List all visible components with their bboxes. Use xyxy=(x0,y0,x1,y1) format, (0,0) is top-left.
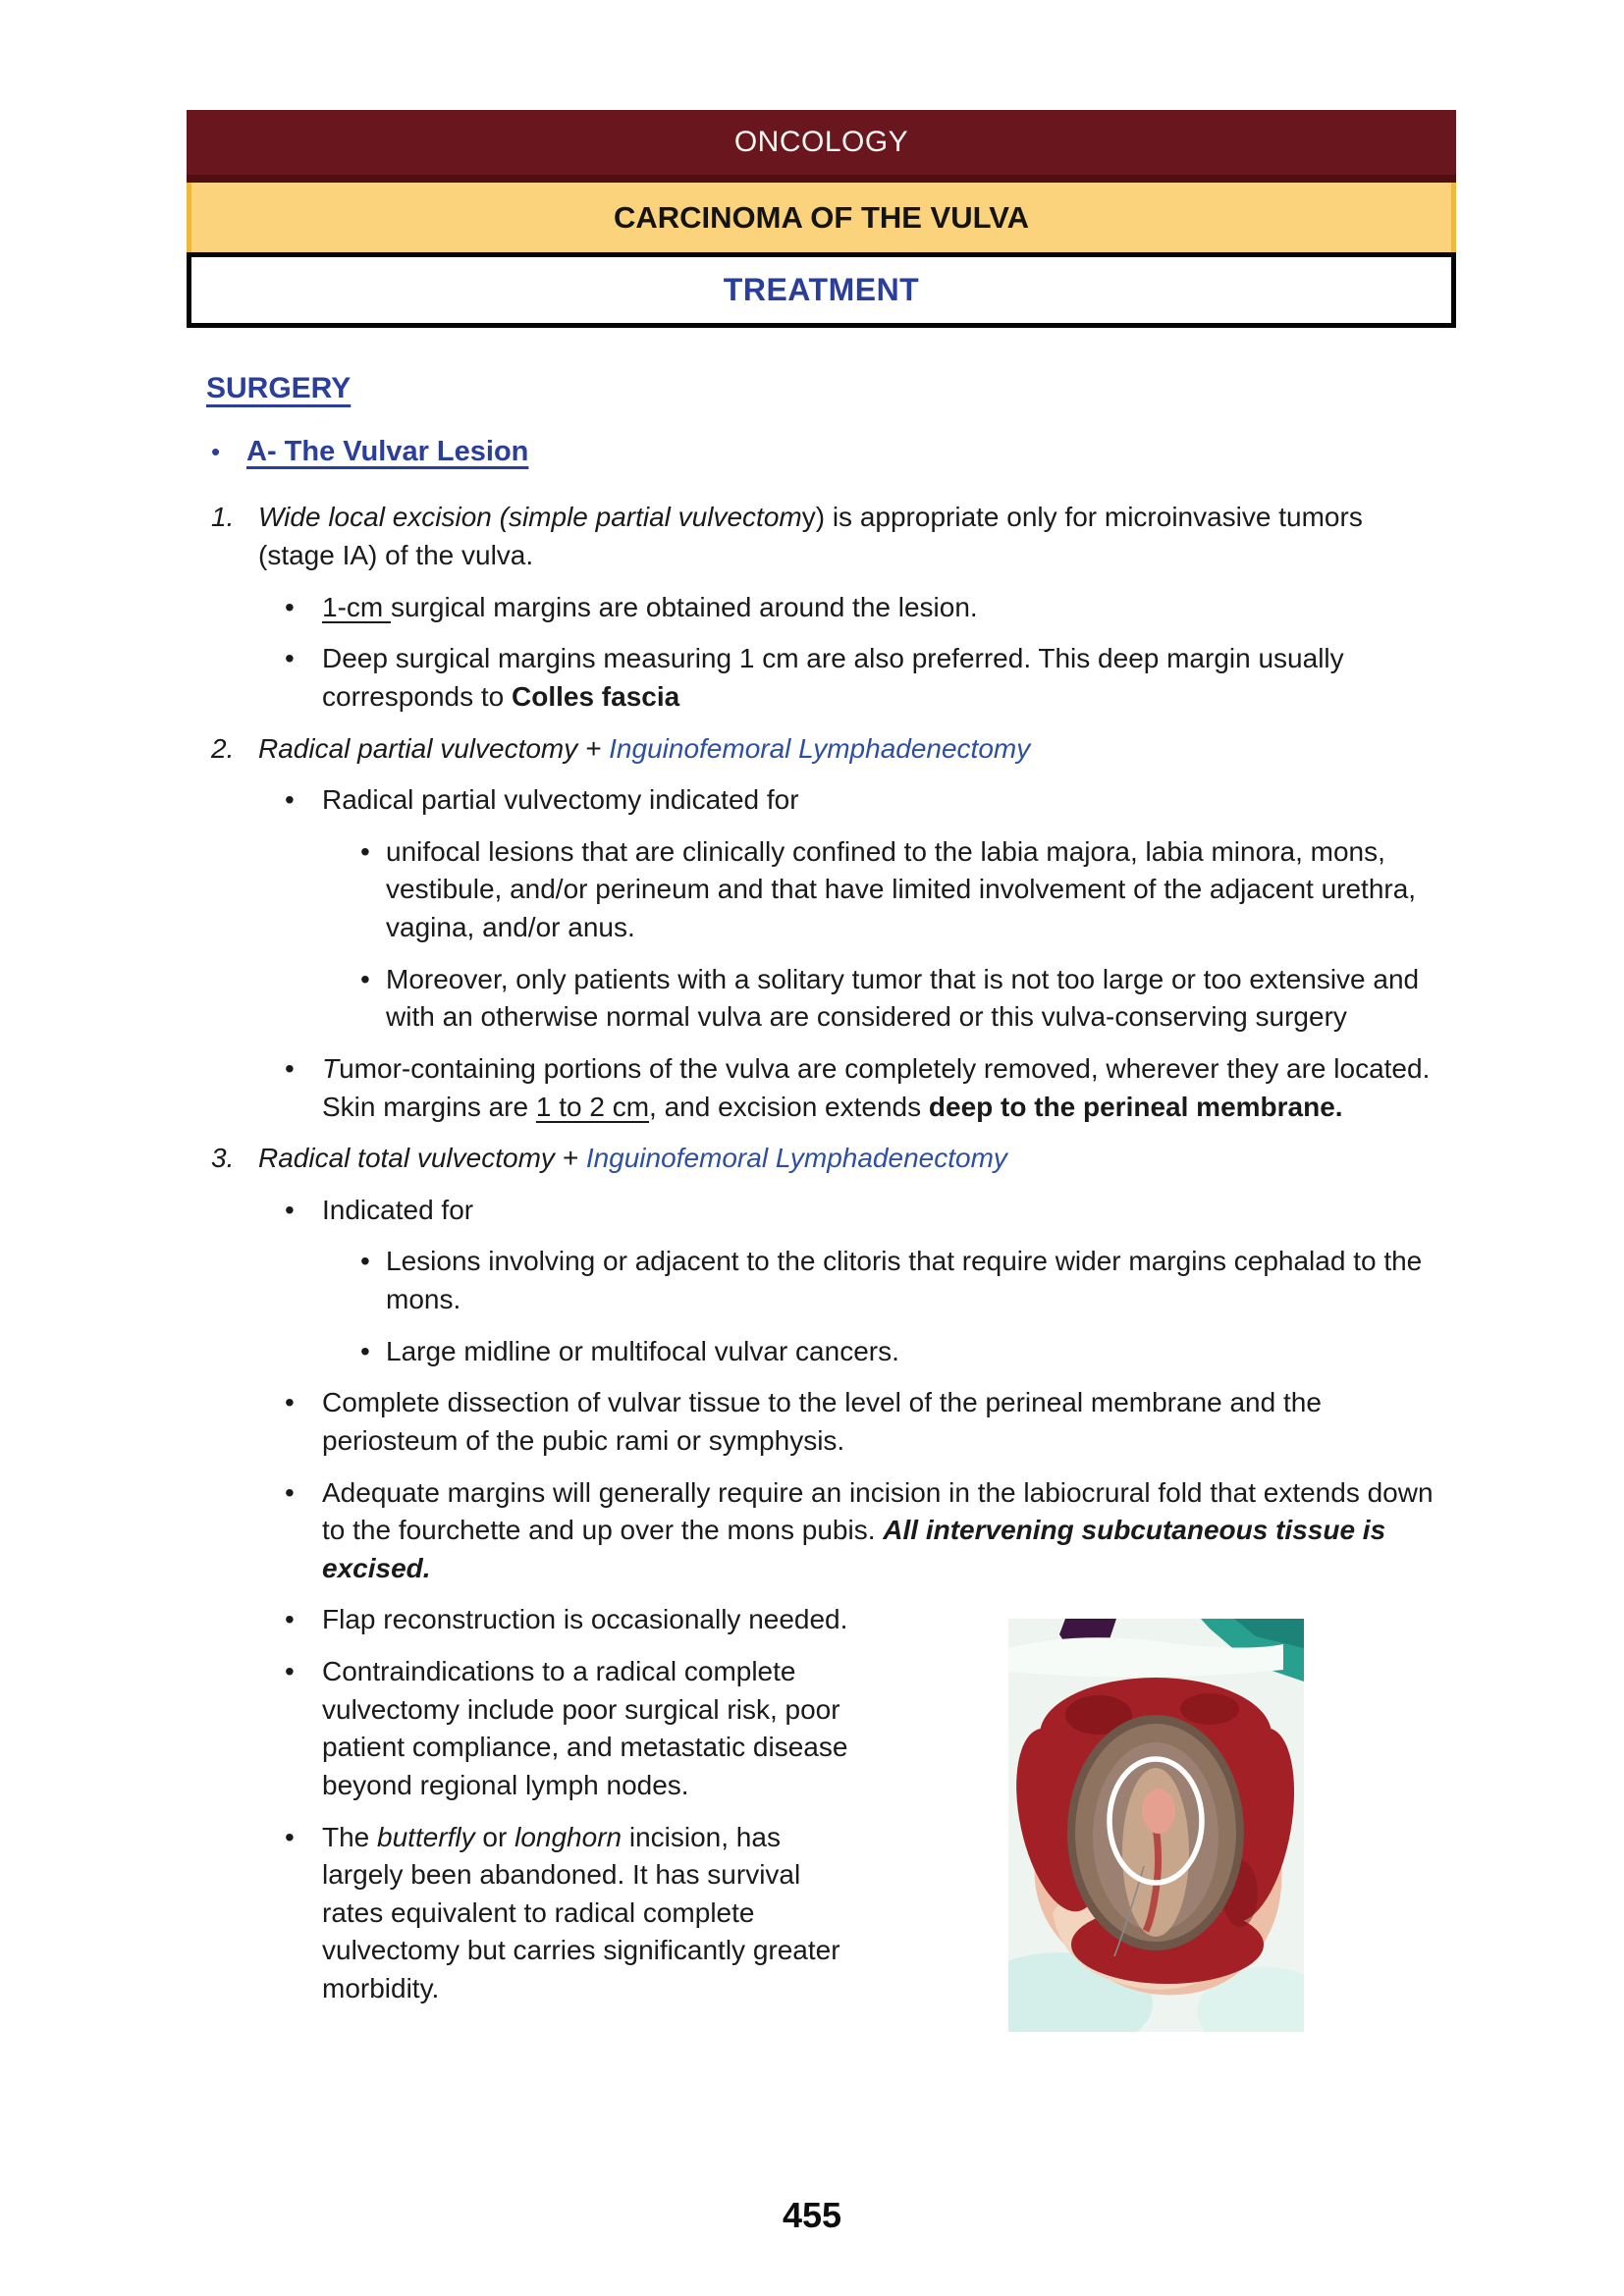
text-segment: y) is appropriate only for microinvasive tumors (stage IA) of the vulva. xyxy=(258,502,1363,571)
list-marker-icon: • xyxy=(285,1821,295,1852)
list-marker-icon: • xyxy=(285,1194,295,1225)
list-text xyxy=(322,1050,1434,1126)
list-text xyxy=(386,1243,1434,1318)
list-marker-icon: • xyxy=(285,1656,295,1687)
text-segment: umor-containing portions of the vulva are completely removed, wherever they are located. Skin margins are xyxy=(322,1052,1431,1122)
bullet-icon: • xyxy=(211,437,221,467)
page-number: 455 xyxy=(782,2195,842,2235)
list-item xyxy=(187,1333,1434,1371)
list-text xyxy=(322,589,1434,627)
list-text xyxy=(258,730,1434,769)
list-marker-icon: 1. xyxy=(211,502,235,533)
list-text xyxy=(322,1601,860,1639)
text-segment: Moreover, only patients with a solitary tumor that is not too large or too extensive and with an otherwise normal vulva are considered or this vulva-conserving surgery xyxy=(386,963,1420,1033)
list-text xyxy=(322,640,1434,716)
section-title: TREATMENT xyxy=(723,272,920,307)
text-segment: Inguinofemoral Lymphadenectomy xyxy=(609,732,1031,764)
text-segment: Wide local excision (simple partial vulvectom xyxy=(258,502,802,533)
text-segment: Large midline or multifocal vulvar cancers. xyxy=(386,1335,899,1366)
list-item xyxy=(187,1384,1434,1460)
list-text xyxy=(322,781,1434,820)
list-marker-icon: • xyxy=(360,1246,370,1277)
list-text xyxy=(322,1192,1434,1230)
tissue-red-shade xyxy=(1180,1693,1239,1725)
header-block xyxy=(187,110,1456,328)
text-segment: 1 to 2 cm xyxy=(535,1091,650,1122)
chapter-bar xyxy=(187,110,1456,183)
list-item xyxy=(187,1243,1434,1318)
surgery-heading: SURGERY xyxy=(206,372,352,404)
text-segment: deep to the perineal membrane. xyxy=(928,1091,1343,1122)
text-segment: Colles fascia xyxy=(512,680,680,712)
list-item xyxy=(187,499,1434,574)
list-text xyxy=(386,833,1434,947)
list-item xyxy=(187,781,1434,820)
list-marker-icon: • xyxy=(285,1476,295,1508)
text-segment: incision, has largely been abandoned. It has survival rates equivalent to radical complete vulvectomy but carries significantly greater morbidity. xyxy=(322,1821,840,2004)
topic-title: CARCINOMA OF THE VULVA xyxy=(613,199,1030,235)
list-item xyxy=(187,730,1434,769)
list-item xyxy=(187,961,1434,1037)
text-segment: The xyxy=(322,1821,378,1852)
list-item xyxy=(187,640,1434,716)
list-marker-icon: 2. xyxy=(211,732,235,764)
text-segment: Lesions involving or adjacent to the clitoris that require wider margins cephalad to the mons. xyxy=(386,1246,1423,1315)
text-segment: Complete dissection of vulvar tissue to the level of the perineal membrane and the periosteum of the pubic rami or symphysis. xyxy=(322,1387,1322,1456)
list-text xyxy=(322,1819,860,2008)
text-segment: Radical total vulvectomy + xyxy=(258,1143,586,1174)
list-marker-icon: • xyxy=(360,963,370,994)
list-text xyxy=(386,961,1434,1037)
list-marker-icon: • xyxy=(285,1052,295,1084)
list-text xyxy=(258,1140,1434,1178)
text-segment: T xyxy=(322,1052,340,1084)
list-item xyxy=(187,1192,1434,1230)
list-text xyxy=(322,1474,1434,1588)
tumor-nodule xyxy=(1142,1789,1175,1834)
list-text xyxy=(322,1653,860,1805)
list-text xyxy=(322,1384,1434,1460)
list-item xyxy=(187,1474,1434,1588)
vulvectomy-photo-art xyxy=(1008,1619,1304,2032)
list-item xyxy=(187,589,1434,627)
text-segment: 1-cm xyxy=(322,591,391,622)
text-segment: unifocal lesions that are clinically confined to the labia majora, labia minora, mons, vestibule, and/or perineum and that have limited involvement of the adjacent urethra, vagina, and/or anus. xyxy=(386,835,1417,943)
text-segment: Flap reconstruction is occasionally needed. xyxy=(322,1604,848,1635)
text-segment: , and excision extends xyxy=(649,1091,929,1122)
list-marker-icon: • xyxy=(285,591,295,622)
list-item xyxy=(187,1140,1434,1178)
list-text xyxy=(258,499,1434,574)
text-segment: or xyxy=(474,1821,515,1852)
topic-bar xyxy=(187,183,1456,252)
text-segment: Indicated for xyxy=(322,1194,474,1225)
text-segment: Radical partial vulvectomy indicated for xyxy=(322,784,799,816)
list-marker-icon: • xyxy=(360,835,370,867)
text-segment: butterfly xyxy=(377,1821,475,1852)
text-segment: surgical margins are obtained around the lesion. xyxy=(391,591,978,622)
list-item xyxy=(187,833,1434,947)
list-marker-icon: • xyxy=(360,1335,370,1366)
text-segment: Adequate margins will generally require an incision in the labiocrural fold that extends down to the fourchette and up over the mons pubis. xyxy=(322,1476,1434,1546)
list-marker-icon: • xyxy=(285,643,295,674)
text-segment: Deep surgical margins measuring 1 cm are also preferred. This deep margin usually corresponds to xyxy=(322,643,1344,712)
text-segment: Contraindications to a radical complete vulvectomy include poor surgical risk, poor patient compliance, and metastatic disease beyond regional lymph nodes. xyxy=(322,1656,848,1800)
text-segment: All intervening subcutaneous tissue is excised. xyxy=(322,1515,1386,1583)
text-segment: Radical partial vulvectomy + xyxy=(258,732,610,764)
list-marker-icon: • xyxy=(285,1387,295,1418)
vulvectomy-photo xyxy=(1008,1619,1304,2032)
text-segment: longhorn xyxy=(514,1821,623,1852)
chapter-title: ONCOLOGY xyxy=(733,126,909,158)
list-item xyxy=(187,1050,1434,1126)
section-bar xyxy=(187,252,1456,328)
list-marker-icon: • xyxy=(285,784,295,816)
subsection-label: A- The Vulvar Lesion xyxy=(246,436,529,468)
subsection-vulvar-lesion xyxy=(187,432,1434,471)
list-marker-icon: 3. xyxy=(211,1143,235,1174)
text-segment: Inguinofemoral Lymphadenectomy xyxy=(585,1143,1007,1174)
list-marker-icon: • xyxy=(285,1604,295,1635)
list-text xyxy=(386,1333,1434,1371)
